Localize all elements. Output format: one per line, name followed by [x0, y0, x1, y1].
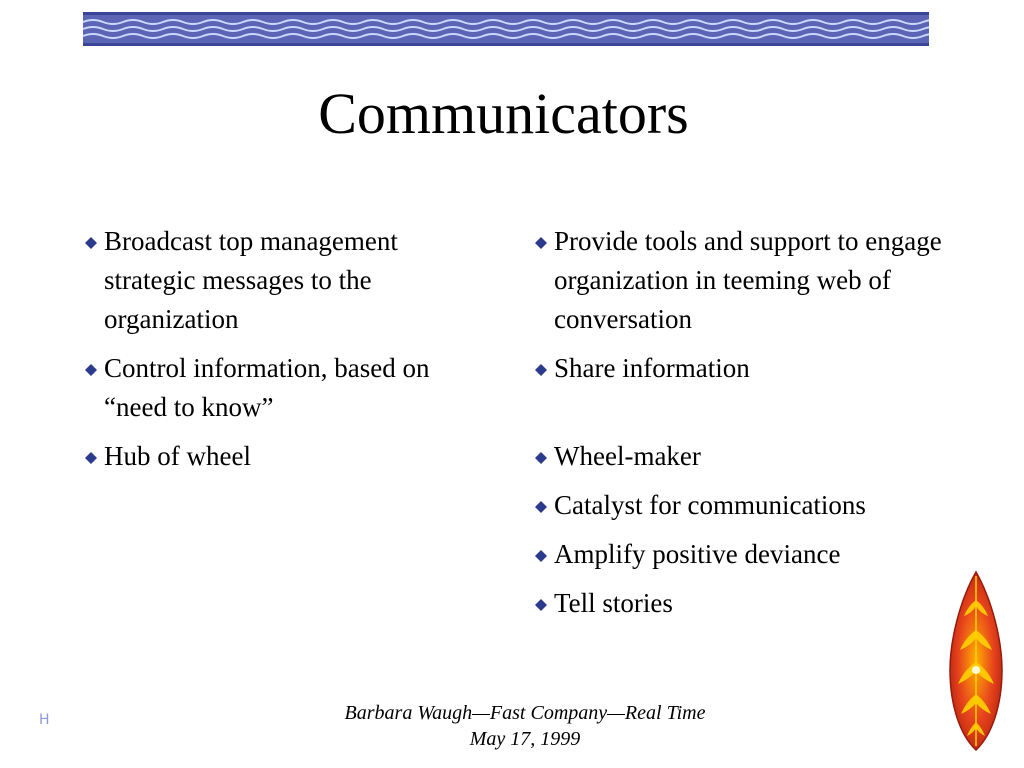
surfboard-icon — [948, 570, 1004, 752]
footer-line: Barbara Waugh—Fast Company—Real Time — [344, 702, 706, 724]
list-item — [534, 584, 954, 623]
diamond-bullet-icon — [534, 535, 548, 574]
footer-date: May 17, 1999 — [469, 728, 581, 750]
list-item-text: Provide tools and support to engage organization in teeming web of conversation — [554, 226, 942, 334]
diamond-bullet-icon — [534, 222, 548, 261]
right-bullet-list — [534, 222, 954, 633]
list-item — [84, 437, 484, 476]
wave-banner — [83, 12, 929, 46]
diamond-bullet-icon — [534, 437, 548, 476]
slide-title: Communicators — [318, 81, 689, 146]
corner-mark: H — [39, 712, 50, 728]
list-item — [534, 222, 954, 339]
diamond-bullet-icon — [84, 437, 98, 476]
list-item-text: Share information — [554, 353, 750, 383]
list-item-text: Hub of wheel — [104, 441, 251, 471]
list-item — [534, 349, 954, 388]
list-item-text: Broadcast top management strategic messages to the organization — [104, 226, 398, 334]
list-item — [534, 535, 954, 574]
list-item-text: Tell stories — [554, 588, 673, 618]
diamond-bullet-icon — [84, 349, 98, 388]
diamond-bullet-icon — [534, 486, 548, 525]
diamond-bullet-icon — [534, 349, 548, 388]
list-item — [84, 349, 484, 427]
left-bullet-list — [84, 222, 484, 486]
diamond-bullet-icon — [534, 584, 548, 623]
list-item-text: Wheel-maker — [554, 441, 701, 471]
footer — [245, 700, 805, 752]
wave-pattern-icon — [83, 15, 929, 43]
list-item-text: Catalyst for communications — [554, 490, 866, 520]
diamond-bullet-icon — [84, 222, 98, 261]
list-item-text: Control information, based on “need to know” — [104, 353, 430, 422]
list-item-text: Amplify positive deviance — [554, 539, 841, 569]
list-item — [534, 437, 954, 476]
list-item — [534, 486, 954, 525]
list-item — [84, 222, 484, 339]
